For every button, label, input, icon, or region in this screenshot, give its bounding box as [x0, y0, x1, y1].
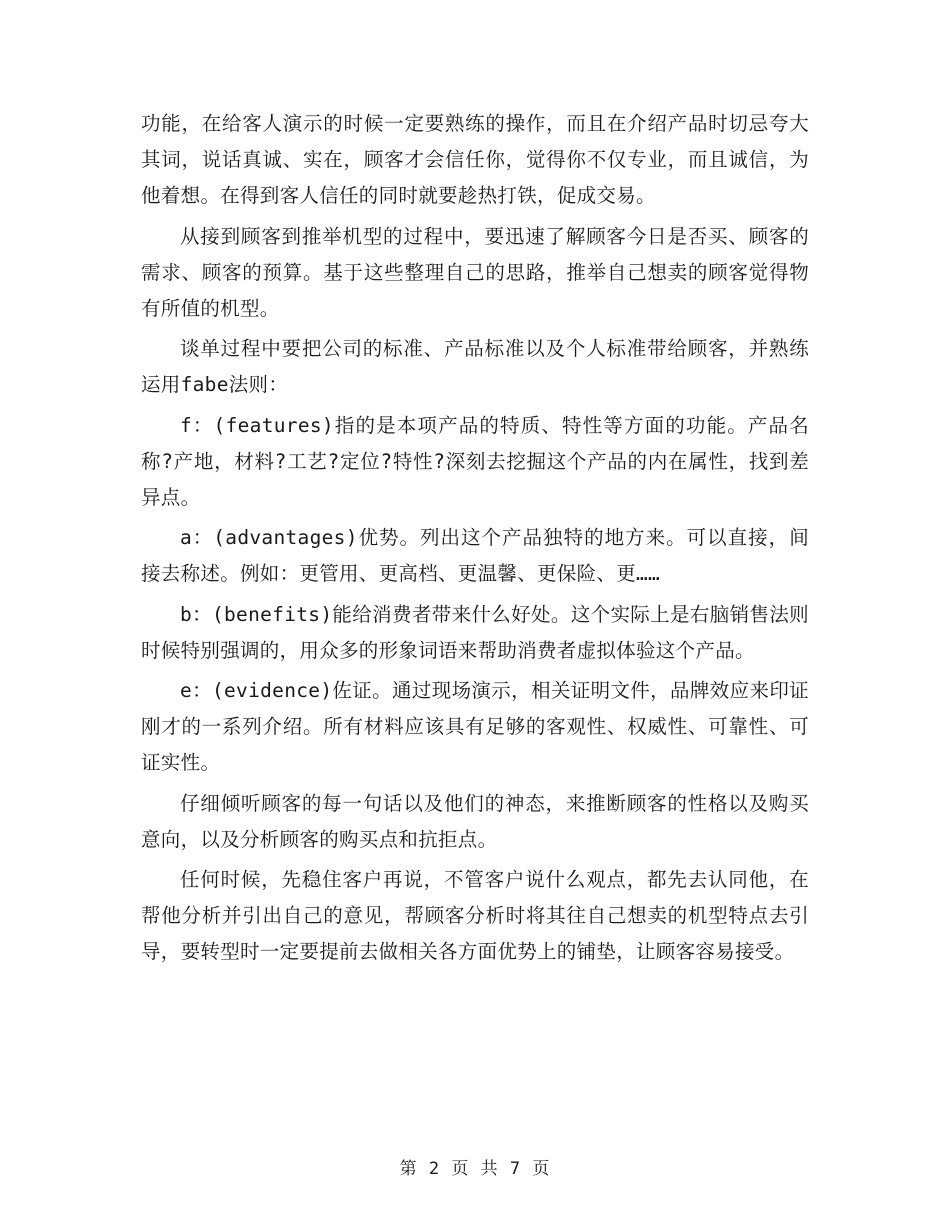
- paragraph-customer-needs: 从接到顾客到推举机型的过程中，要迅速了解顾客今日是否买、顾客的需求、顾客的预算。基于这些整理自己的思路，推举自己想卖的顾客觉得物有所值的机型。: [141, 224, 809, 321]
- page-number-footer: 第 2 页 共 7 页: [399, 1159, 551, 1179]
- paragraph-benefits: b：(benefits)能给消费者带来什么好处。这个实际上是右脑销售法则时候特别强调的，用众多的形象词语来帮助消费者虚拟体验这个产品。: [141, 602, 809, 662]
- paragraph-continuation: 功能，在给客人演示的时候一定要熟练的操作，而且在介绍产品时切忌夸大其词，说话真诚、实在，顾客才会信任你，觉得你不仅专业，而且诚信，为他着想。在得到客人信任的同时就要趁热打铁，促成交易。: [141, 112, 809, 208]
- paragraph-features: f：(features)指的是本项产品的特质、特性等方面的功能。产品名称?产地，材料?工艺?定位?特性?深刻去挖掘这个产品的内在属性，找到差异点。: [141, 413, 809, 510]
- paragraph-agree-first: 任何时候，先稳住客户再说，不管客户说什么观点，都先去认同他，在帮他分析并引出自己的意见，帮顾客分析时将其往自己想卖的机型特点去引导，要转型时一定要提前去做相关各方面优势上的铺垫，让顾客容易接受。: [141, 868, 809, 964]
- paragraph-evidence: e：(evidence)佐证。通过现场演示，相关证明文件，品牌效应来印证刚才的一系列介绍。所有材料应该具有足够的客观性、权威性、可靠性、可证实性。: [141, 679, 809, 775]
- paragraph-fabe-intro: 谈单过程中要把公司的标准、产品标准以及个人标准带给顾客，并熟练运用fabe法则：: [141, 337, 809, 397]
- paragraph-advantages: a：(advantages)优势。列出这个产品独特的地方来。可以直接，间接去称述。例如：更管用、更高档、更温馨、更保险、更……: [141, 526, 809, 586]
- paragraph-listening: 仔细倾听顾客的每一句话以及他们的神态，来推断顾客的性格以及购买意向，以及分析顾客的购买点和抗拒点。: [141, 791, 809, 851]
- document-body: [141, 106, 809, 975]
